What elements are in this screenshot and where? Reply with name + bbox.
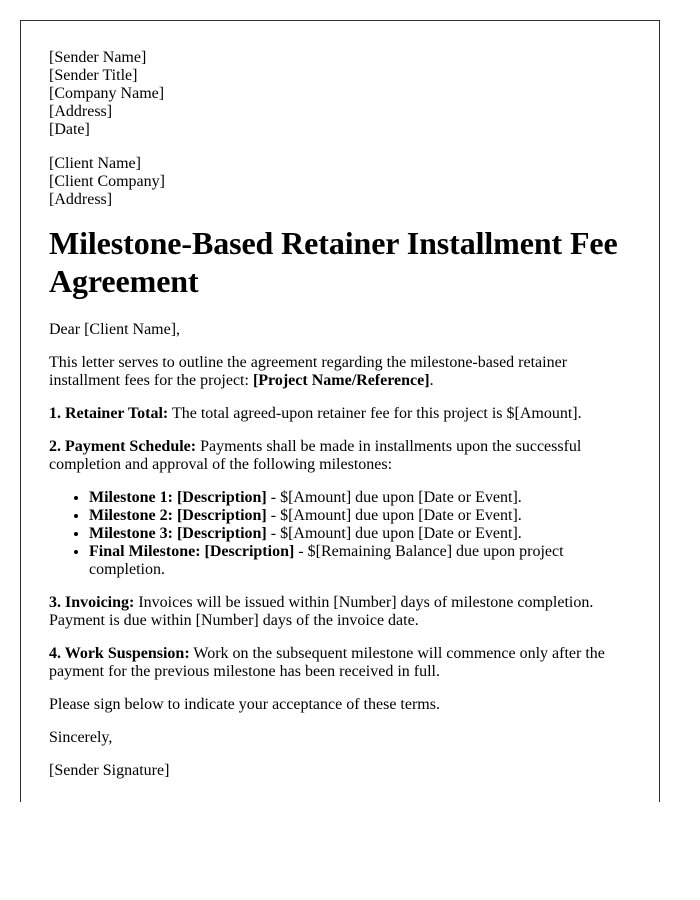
signature: [Sender Signature] [49, 762, 170, 779]
section-label: 4. Work Suspension: [49, 645, 190, 662]
client-name: [Client Name] [49, 155, 141, 172]
salutation: Dear [Client Name], [49, 321, 181, 338]
sender-name: [Sender Name] [49, 49, 147, 66]
document-title: Milestone-Based Retainer Installment Fee Agreement [49, 225, 618, 299]
intro-text: This letter serves to outline the agreement regarding the milestone-based retainer installment fees for the project: [49, 354, 568, 389]
list-item: • Milestone 2: [Description] - $[Amount] due upon [Date or Event]. [89, 507, 631, 525]
section-label: 1. Retainer Total: [49, 405, 169, 422]
list-item: • Milestone 3: [Description] - $[Amount] due upon [Date or Event]. [89, 525, 631, 543]
list-item: • Final Milestone: [Description] - $[Remaining Balance] due upon project completion. [89, 543, 631, 579]
sender-title: [Sender Title] [49, 67, 138, 84]
section-retainer-total: 1. Retainer Total: The total agreed-upon retainer fee for this project is $[Amount]. [49, 405, 582, 422]
client-block [49, 155, 631, 209]
section-payment-schedule: 2. Payment Schedule: Payments shall be made in installments upon the successful completion and approval of the following milestones: [49, 438, 582, 473]
sender-company: [Company Name] [49, 85, 165, 102]
letter-page [20, 20, 660, 802]
acceptance-text: Please sign below to indicate your acceptance of these terms. [49, 696, 440, 713]
milestone-list [49, 489, 631, 579]
section-label: 3. Invoicing: [49, 594, 135, 611]
section-work-suspension: 4. Work Suspension: Work on the subsequent milestone will commence only after the payment for the previous milestone has been received in full. [49, 645, 605, 680]
sender-address: [Address] [49, 103, 113, 120]
sender-block [49, 49, 631, 139]
letter-date: [Date] [49, 121, 90, 138]
client-company: [Client Company] [49, 173, 165, 190]
section-label: 2. Payment Schedule: [49, 438, 197, 455]
section-invoicing: 3. Invoicing: Invoices will be issued within [Number] days of milestone completion. Payment is due within [Number] days of the invoice date. [49, 594, 594, 629]
client-address: [Address] [49, 191, 113, 208]
project-reference: [Project Name/Reference] [252, 372, 430, 389]
intro-paragraph: This letter serves to outline the agreement regarding the milestone-based retainer installment fees for the project: [Project Name/Reference]. [49, 354, 568, 389]
closing: Sincerely, [49, 729, 113, 746]
list-item: • Milestone 1: [Description] - $[Amount] due upon [Date or Event]. [89, 489, 631, 507]
